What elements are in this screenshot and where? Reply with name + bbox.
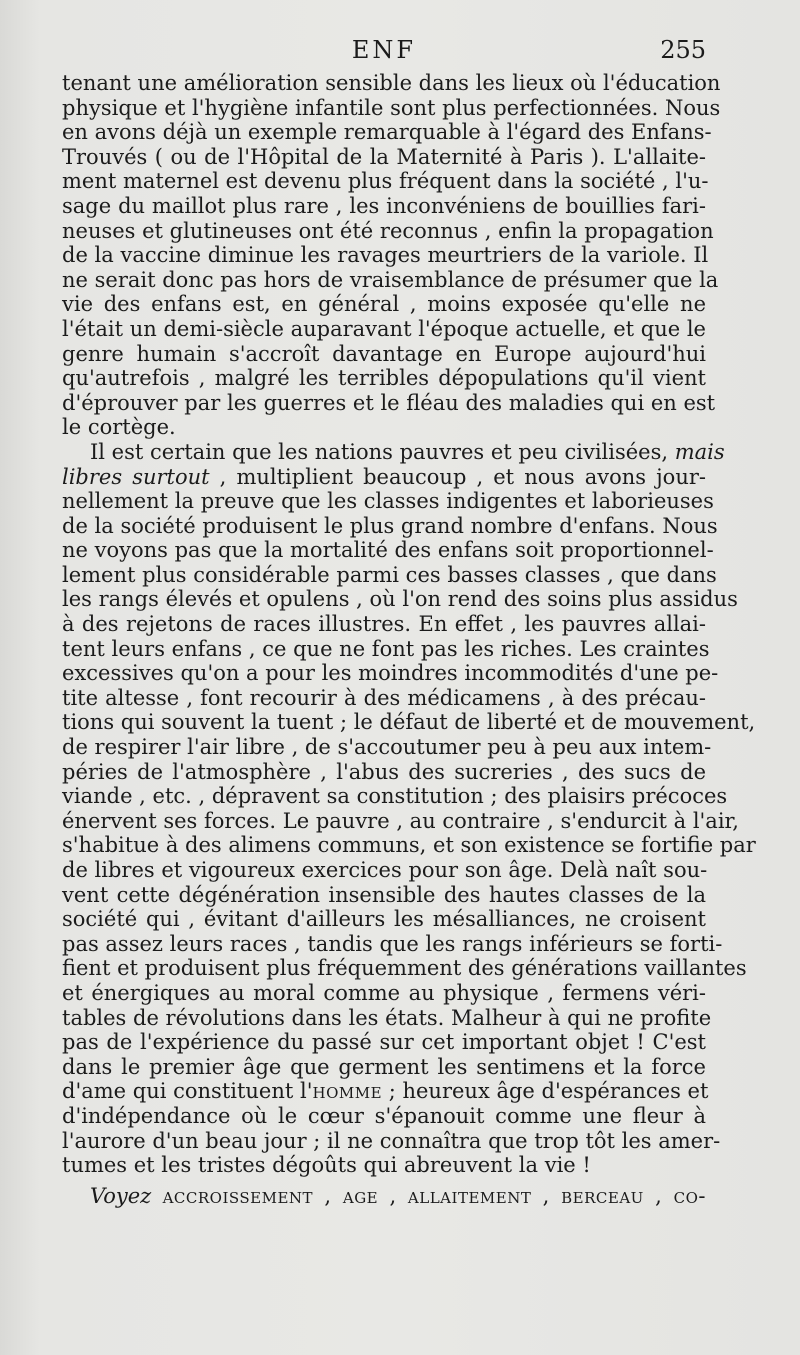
text-line: neuses et glutineuses ont été reconnus , enfin la propagation	[62, 218, 714, 243]
text-line: physique et l'hygiène infantile sont plus perfectionnées. Nous	[62, 95, 721, 120]
paragraph-2-line-1	[62, 439, 725, 465]
text-line: sage du maillot plus rare , les inconvéniens de bouillies fari-	[62, 193, 706, 218]
text-line: péries de l'atmosphère , l'abus des sucreries , des sucs de	[62, 759, 706, 784]
text-line: ne voyons pas que la mortalité des enfans soit proportionnel-	[62, 538, 714, 563]
text-line: genre humain s'accroît davantage en Europe aujourd'hui	[62, 341, 706, 366]
paragraph-2-homme-line	[62, 1079, 709, 1104]
text-line: qu'autrefois , malgré les terribles dépopulations qu'il vient	[62, 366, 706, 391]
paragraph-1	[62, 71, 721, 440]
text-line: en avons déjà un exemple remarquable à l'égard des Enfans-	[62, 120, 712, 145]
voyez-line	[62, 1184, 706, 1209]
text-line: l'aurore d'un beau jour ; il ne connaîtra que trop tôt les amer-	[62, 1128, 721, 1153]
text-line: tenant une amélioration sensible dans les lieux où l'éducation	[62, 71, 721, 95]
text-run: Il est certain que les nations pauvres et peu civilisées,	[90, 439, 675, 464]
text-line: s'habitue à des alimens communs, et son existence se fortifie par	[62, 833, 756, 858]
smallcaps-text: homme	[312, 1079, 383, 1104]
paragraph-2-line-2	[62, 465, 706, 490]
text-line: Trouvés ( ou de l'Hôpital de la Maternité à Paris ). L'allaite-	[62, 144, 706, 169]
text-line: d'indépendance où le cœur s'épanouit comme une fleur à	[62, 1103, 706, 1128]
page-header	[62, 36, 706, 66]
text-line: énervent ses forces. Le pauvre , au contraire , s'endurcit à l'air,	[62, 808, 739, 833]
text-line: société qui , évitant d'ailleurs les mésalliances, ne croisent	[62, 907, 706, 932]
cross-references: accroissement , age , allaitement , berceau , co-	[151, 1183, 706, 1208]
paragraph-2-final-line: tumes et les tristes dégoûts qui abreuvent la vie !	[62, 1153, 591, 1178]
text-line: les rangs élevés et opulens , où l'on rend des soins plus assidus	[62, 587, 738, 612]
page-number: 255	[660, 36, 706, 64]
body-text	[62, 71, 756, 1208]
text-line: de la société produisent le plus grand nombre d'enfans. Nous	[62, 513, 718, 538]
text-line: dans le premier âge que germent les sentimens et la force	[62, 1054, 706, 1079]
text-line: nellement la preuve que les classes indigentes et laborieuses	[62, 489, 714, 514]
text-line: excessives qu'on a pour les moindres incommodités d'une pe-	[62, 661, 719, 686]
paragraph-2-lines	[62, 489, 756, 1079]
italic-text: libres surtout	[62, 464, 210, 489]
text-run: d'ame qui constituent l'	[62, 1079, 313, 1104]
text-run: , multiplient beaucoup , et nous avons jour-	[209, 464, 706, 489]
voyez-label: Voyez	[90, 1183, 152, 1208]
text-line: et énergiques au moral comme au physique , fermens véri-	[62, 980, 706, 1005]
text-line: vie des enfans est, en général , moins exposée qu'elle ne	[62, 292, 706, 317]
text-run: ; heureux âge d'espérances et	[382, 1079, 709, 1104]
text-line: pas de l'expérience du passé sur cet important objet ! C'est	[62, 1030, 706, 1055]
text-line: l'était un demi-siècle auparavant l'époque actuelle, et que le	[62, 316, 706, 341]
text-line: tent leurs enfans , ce que ne font pas les riches. Les craintes	[62, 636, 710, 661]
text-line: tables de révolutions dans les états. Malheur à qui ne profite	[62, 1005, 712, 1030]
text-line: pas assez leurs races , tandis que les rangs inférieurs se forti-	[62, 931, 723, 956]
text-line: ne serait donc pas hors de vraisemblance de présumer que la	[62, 267, 719, 292]
text-line: de libres et vigoureux exercices pour son âge. Delà naît sou-	[62, 858, 708, 882]
text-line: tite altesse , font recourir à des médicamens , à des précau-	[62, 685, 706, 710]
paragraph-2-closing-lines	[62, 1103, 721, 1153]
text-line: vent cette dégénération insensible des hautes classes de la	[62, 882, 706, 907]
text-line: de la vaccine diminue les ravages meurtriers de la variole. Il	[62, 243, 709, 268]
paragraph-2	[62, 439, 756, 1178]
text-line: de respirer l'air libre , de s'accoutumer peu à peu aux intem-	[62, 735, 712, 760]
italic-text: mais	[674, 439, 725, 464]
running-head: ENF	[351, 36, 417, 64]
text-line: ment maternel est devenu plus fréquent dans la société , l'u-	[62, 169, 709, 194]
text-line: tions qui souvent la tuent ; le défaut de liberté et de mouvement,	[62, 710, 756, 735]
text-line: d'éprouver par les guerres et le fléau des maladies qui en est	[62, 390, 716, 415]
text-line: lement plus considérable parmi ces basses classes , que dans	[62, 562, 717, 587]
text-line: à des rejetons de races illustres. En effet , les pauvres allai-	[62, 612, 706, 637]
text-line: fient et produisent plus fréquemment des générations vaillantes	[62, 956, 747, 981]
text-line: le cortège.	[62, 415, 176, 440]
text-line: viande , etc. , dépravent sa constitution ; des plaisirs précoces	[62, 784, 728, 809]
